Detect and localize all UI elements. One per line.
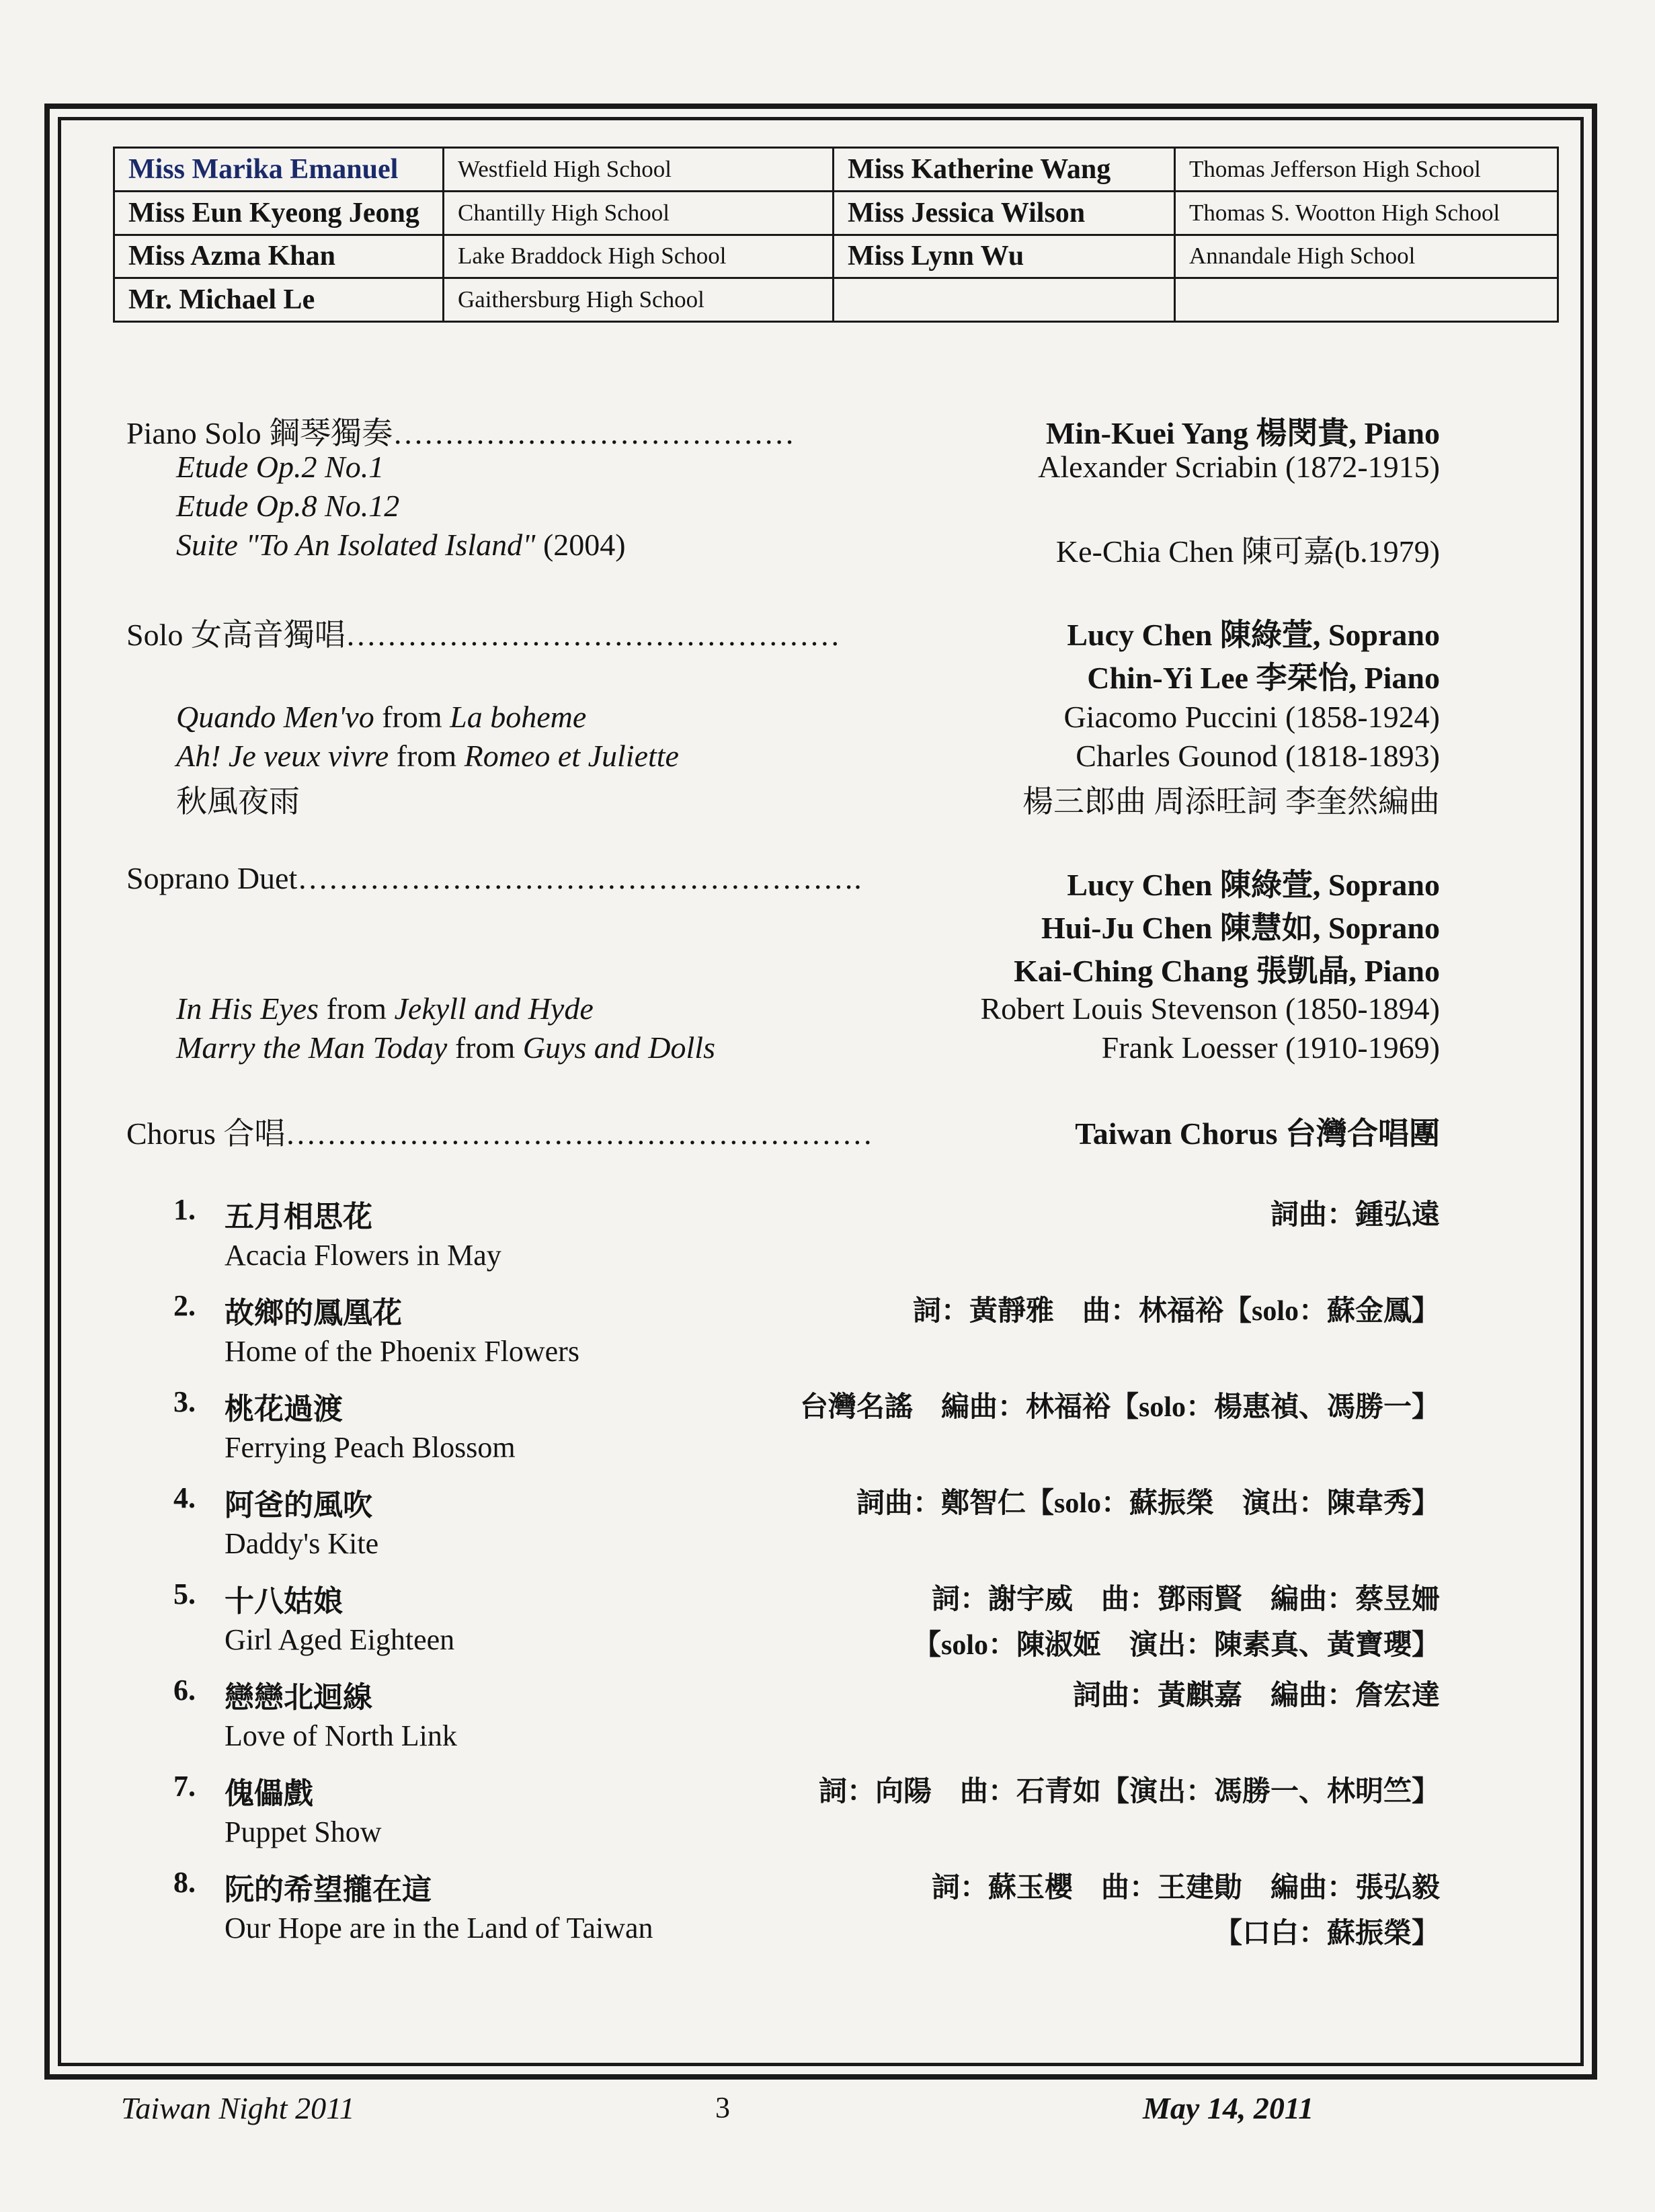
song-credit: 詞曲：鍾弘遠	[1270, 1200, 1440, 1231]
song-credit: 詞曲：黃麒嘉 編曲：詹宏達	[1072, 1680, 1440, 1711]
recipient-school: Thomas S. Wootton High School	[1175, 191, 1558, 235]
piece-work: Romeo et Juliette	[464, 739, 679, 773]
song-number: 2.	[173, 1289, 196, 1322]
piece-title-line	[176, 991, 594, 1026]
table-row	[114, 148, 1558, 192]
recipient-school	[1175, 278, 1558, 322]
piece-composer: Ke-Chia Chen 陳可嘉(b.1979)	[1055, 534, 1440, 569]
recipient-name: Miss Azma Khan	[114, 235, 444, 278]
piece-from: from	[389, 739, 465, 773]
song-title-en: Our Hope are in the Land of Taiwan	[225, 1912, 653, 1944]
song-credit: 詞：黃靜雅 曲：林福裕【solo：蘇金鳳】	[912, 1296, 1440, 1327]
recipient-school: Westfield High School	[444, 148, 834, 192]
footer-date: May 14, 2011	[1143, 2091, 1314, 2125]
piece-composer: Frank Loesser (1910-1969)	[1101, 1030, 1440, 1065]
recipient-name: Miss Katherine Wang	[834, 148, 1175, 192]
song-title-zh: 阿爸的風吹	[225, 1489, 372, 1522]
song-title-zh: 故鄉的鳳凰花	[225, 1297, 402, 1329]
duet-heading: Soprano Duet……………………………………………….	[126, 861, 862, 895]
piece-work: La boheme	[450, 700, 587, 734]
song-credit-extra: 【solo：陳淑姬 演出：陳素真、黃寶瓔】	[912, 1630, 1440, 1661]
solo-heading: Solo 女高音獨唱…………………………………………	[126, 618, 840, 652]
song-title-en: Ferrying Peach Blossom	[225, 1431, 516, 1464]
song-number: 5.	[173, 1578, 196, 1610]
piece-composer: Charles Gounod (1818-1893)	[1076, 739, 1440, 773]
piece-composer: Alexander Scriabin (1872-1915)	[1038, 450, 1440, 484]
piece-title-line	[176, 527, 626, 563]
song-title-zh: 桃花過渡	[225, 1393, 343, 1426]
song-title-zh: 阮的希望攏在這	[225, 1873, 432, 1906]
piece-from: from	[319, 991, 395, 1026]
recipient-name: Miss Eun Kyeong Jeong	[114, 191, 444, 235]
footer-event-name: Taiwan Night 2011	[121, 2091, 355, 2125]
song-title-en: Love of North Link	[225, 1719, 457, 1752]
piece-work: Guys and Dolls	[522, 1030, 715, 1065]
piece-title: Suite "To An Isolated Island"	[176, 528, 536, 562]
piece-composer: 楊三郎曲 周添旺詞 李奎然編曲	[1022, 784, 1440, 819]
song-title-en: Home of the Phoenix Flowers	[225, 1335, 579, 1368]
piece-title: Quando Men'vo	[176, 700, 374, 734]
song-title-zh: 傀儡戲	[225, 1777, 313, 1810]
piece-title: Ah! Je veux vivre	[176, 739, 389, 773]
song-number: 7.	[173, 1770, 196, 1803]
piece-work: Jekyll and Hyde	[394, 991, 594, 1026]
piece-title: Etude Op.2 No.1	[176, 450, 385, 484]
song-number: 4.	[173, 1481, 196, 1514]
song-credit: 詞：向陽 曲：石青如【演出：馮勝一、林明竺】	[818, 1776, 1440, 1807]
song-title-en: Daddy's Kite	[225, 1527, 379, 1560]
piece-composer: Robert Louis Stevenson (1850-1894)	[980, 991, 1440, 1026]
piece-title: Marry the Man Today	[176, 1030, 448, 1065]
song-title-en: Puppet Show	[225, 1815, 382, 1848]
piece-title: In His Eyes	[176, 991, 319, 1026]
piece-composer: Giacomo Puccini (1858-1924)	[1063, 700, 1440, 734]
piece-title: 秋風夜雨	[176, 784, 300, 819]
song-number: 1.	[173, 1193, 196, 1226]
piece-title: Etude Op.8 No.12	[176, 489, 400, 523]
song-number: 6.	[173, 1674, 196, 1707]
piano-solo-heading: Piano Solo 鋼琴獨奏…………………………………	[126, 416, 795, 450]
piece-title-line	[176, 699, 586, 735]
song-title-zh: 十八姑娘	[225, 1585, 343, 1618]
song-number: 8.	[173, 1866, 196, 1899]
recipient-name: Miss Marika Emanuel	[114, 148, 444, 192]
recipient-name	[834, 278, 1175, 322]
song-title-en: Acacia Flowers in May	[225, 1239, 501, 1272]
recipients-table	[113, 147, 1559, 323]
piece-year: (2004)	[535, 528, 626, 562]
piece-title-line	[176, 1030, 715, 1065]
duet-performer: Lucy Chen 陳綠萱, Soprano	[1067, 868, 1440, 902]
chorus-performer: Taiwan Chorus 台灣合唱團	[1075, 1116, 1440, 1151]
duet-performer: Kai-Ching Chang 張凱晶, Piano	[1014, 954, 1440, 988]
table-row	[114, 191, 1558, 235]
song-title-zh: 戀戀北迴線	[225, 1681, 372, 1714]
recipient-name: Mr. Michael Le	[114, 278, 444, 322]
recipient-school: Annandale High School	[1175, 235, 1558, 278]
chorus-heading: Chorus 合唱…………………………………………………	[126, 1116, 873, 1151]
song-credit: 詞：謝宇威 曲：鄧雨賢 編曲：蔡昱姍	[931, 1584, 1440, 1615]
piece-from: from	[447, 1030, 523, 1065]
recipient-school: Gaithersburg High School	[444, 278, 834, 322]
recipient-school: Thomas Jefferson High School	[1175, 148, 1558, 192]
table-row	[114, 278, 1558, 322]
solo-performer: Chin-Yi Lee 李栞怡, Piano	[1087, 661, 1440, 695]
recipient-name: Miss Jessica Wilson	[834, 191, 1175, 235]
song-number: 3.	[173, 1385, 196, 1418]
song-title-en: Girl Aged Eighteen	[225, 1623, 455, 1656]
piano-solo-performer: Min-Kuei Yang 楊閔貴, Piano	[1045, 416, 1440, 450]
page-number: 3	[715, 2091, 730, 2124]
recipient-name: Miss Lynn Wu	[834, 235, 1175, 278]
table-row	[114, 235, 1558, 278]
duet-performer: Hui-Ju Chen 陳慧如, Soprano	[1041, 911, 1440, 945]
piece-title-line	[176, 738, 679, 774]
solo-performer: Lucy Chen 陳綠萱, Soprano	[1067, 618, 1440, 652]
song-credit-extra: 【口白：蘇振榮】	[1213, 1918, 1440, 1949]
recipient-school: Lake Braddock High School	[444, 235, 834, 278]
song-credit: 詞曲：鄭智仁【solo：蘇振榮 演出：陳韋秀】	[856, 1488, 1440, 1519]
recipient-school: Chantilly High School	[444, 191, 834, 235]
song-credit: 詞：蘇玉櫻 曲：王建勛 編曲：張弘毅	[931, 1873, 1440, 1903]
song-title-zh: 五月相思花	[225, 1200, 372, 1233]
piece-from: from	[374, 700, 450, 734]
song-credit: 台灣名謠 編曲：林福裕【solo：楊惠禎、馮勝一】	[799, 1392, 1440, 1423]
